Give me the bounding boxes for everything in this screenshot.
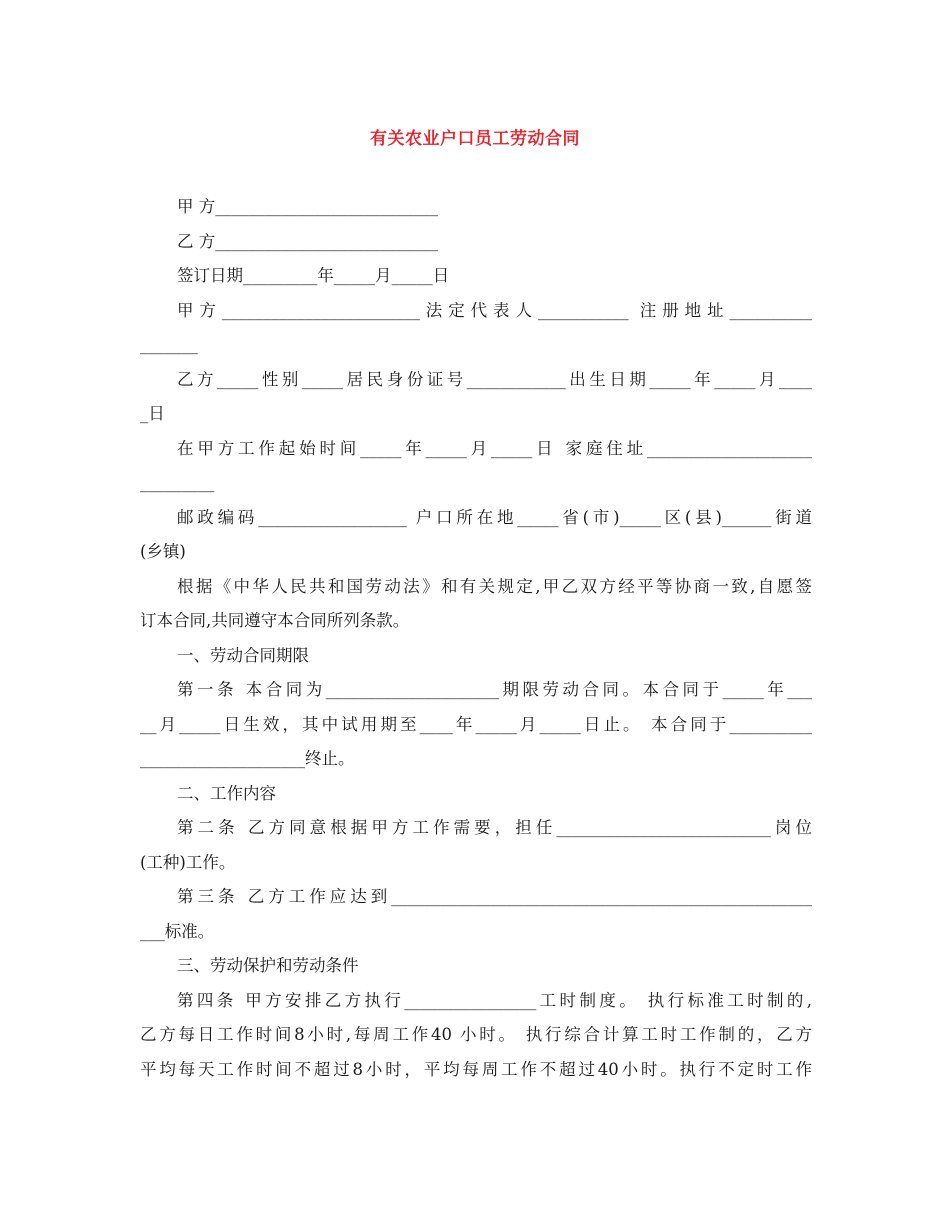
postcode-cont: (乡镇) xyxy=(140,542,186,561)
party-a-line: 甲 方___________________________ xyxy=(177,197,438,216)
document-title: 有关农业户口员工劳动合同 xyxy=(370,129,580,149)
party-a-info-line: 甲方________________________法定代表人___________ 注册地址__________ xyxy=(177,300,812,320)
section-heading-2: 二、工作内容 xyxy=(177,783,276,803)
postcode-line: 邮政编码__________________ 户口所在地_____省(市)_____区(县)______街道 xyxy=(177,507,812,527)
section-heading-1: 一、劳动合同期限 xyxy=(177,645,309,665)
start-date-line: 在甲方工作起始时间_____年_____月_____日 家庭住址____________________ xyxy=(177,438,812,458)
article-3-line: 第三条 乙方工作应达到___________________________________________________ xyxy=(177,887,812,906)
article-1-cont: __月_____日生效，其中试用期至____年_____月_____日止。 本合同于__________ xyxy=(140,714,812,734)
article-2-line: 第二条 乙方同意根据甲方工作需要，担任__________________________岗位 xyxy=(177,818,812,837)
party-b-info-cont: _日 xyxy=(140,404,165,423)
party-b-info-line: 乙方_____性别_____居民身份证号____________出生日期_____年_____月____ xyxy=(177,369,812,389)
section-heading-3: 三、劳动保护和劳动条件 xyxy=(177,956,359,975)
party-a-info-cont: _______ xyxy=(140,335,198,354)
signing-date-line: 签订日期_________年_____月_____日 xyxy=(177,266,450,285)
document-body xyxy=(140,190,812,1087)
party-b-line: 乙 方___________________________ xyxy=(177,231,438,251)
article-3-cont: ___标准。 xyxy=(140,921,215,941)
article-1-end: ____________________终止。 xyxy=(140,749,355,768)
article-4-cont-2: 平均每天工作时间不超过8小时，平均每周工作不超过40小时。执行不定时工作 xyxy=(140,1059,812,1079)
article-4-line: 第四条 甲方安排乙方执行________________工时制度。 执行标准工时制的, xyxy=(177,990,812,1010)
preamble-line: 根据《中华人民共和国劳动法》和有关规定,甲乙双方经平等协商一致,自愿签 xyxy=(177,576,812,596)
preamble-cont: 订本合同,共同遵守本合同所列条款。 xyxy=(140,611,410,630)
start-date-cont: _________ xyxy=(140,473,215,492)
article-1-line: 第一条 本合同为_____________________期限劳动合同。本合同于_____年___ xyxy=(177,680,812,699)
article-4-cont-1: 乙方每日工作时间8小时,每周工作40 小时。 执行综合计算工时工作制的，乙方 xyxy=(140,1025,812,1044)
article-2-cont: (工种)工作。 xyxy=(140,852,236,872)
